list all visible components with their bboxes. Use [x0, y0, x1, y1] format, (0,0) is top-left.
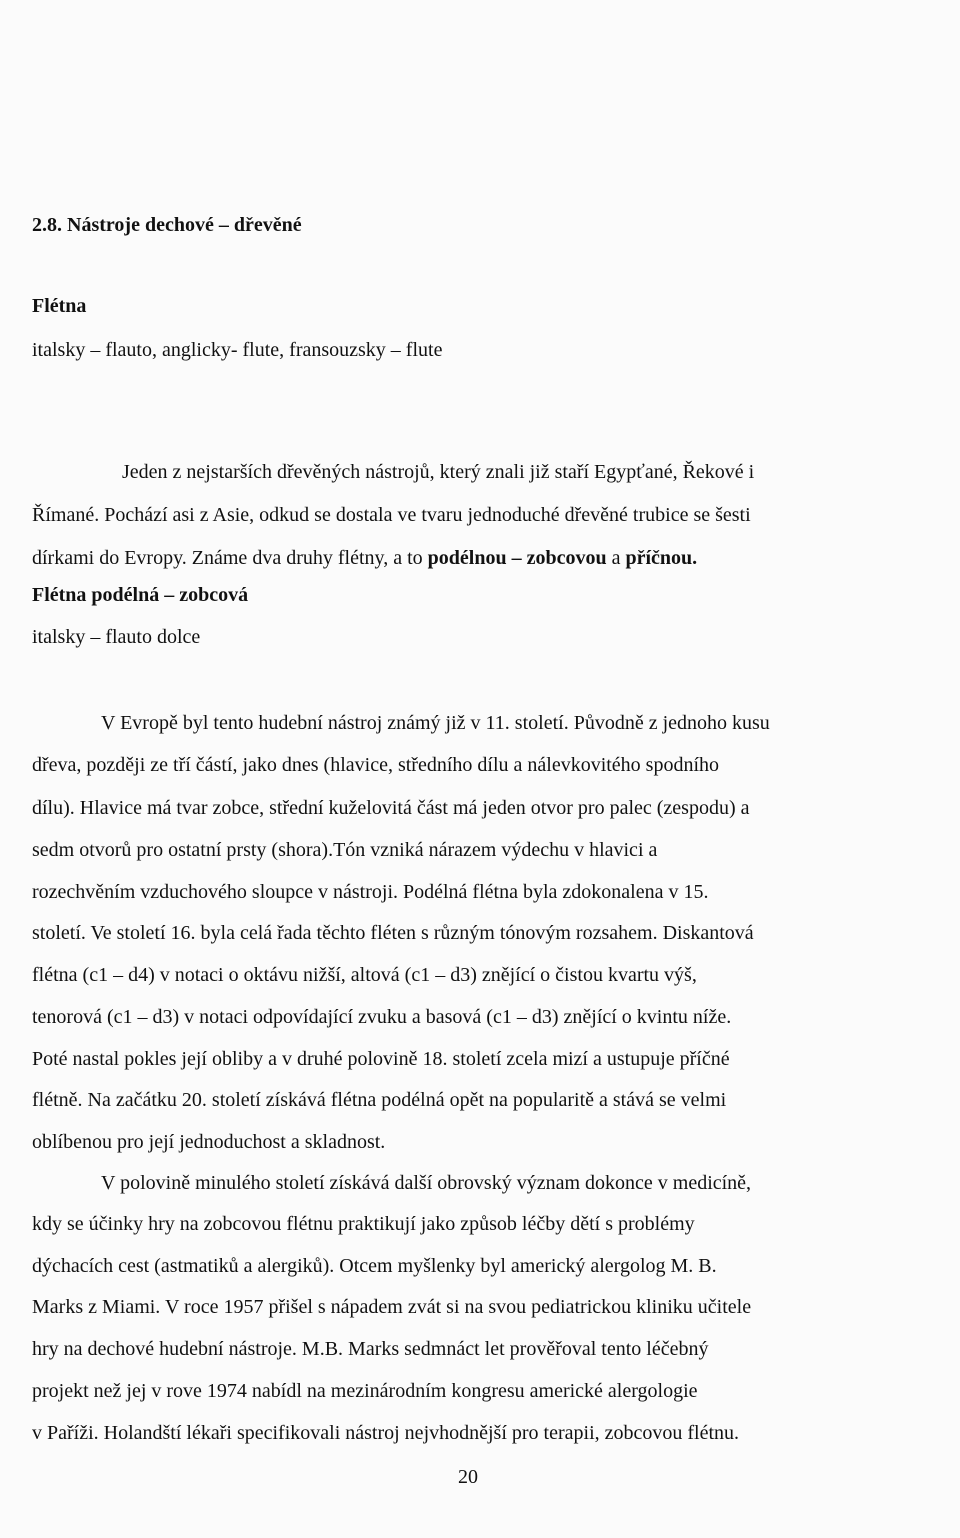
paragraph1-line: dílu). Hlavice má tvar zobce, střední kuželovitá část má jeden otvor pro palec (zespodu) a: [32, 797, 750, 819]
paragraph1-line: dřeva, později ze tří částí, jako dnes (hlavice, středního dílu a nálevkovitého spodního: [32, 754, 720, 776]
recorder-names-line: italsky – flauto dolce: [32, 626, 201, 648]
paragraph1-line: flétně. Na začátku 20. století získává flétna podélná opět na popularitě a stává se velmi: [32, 1089, 727, 1111]
paragraph1-line: flétna (c1 – d4) v notaci o oktávu nižší, altová (c1 – d3) znějící o čistou kvartu výš,: [32, 964, 697, 986]
paragraph2-line: dýchacích cest (astmatiků a alergiků). Otcem myšlenky byl americký alergolog M. B.: [32, 1255, 717, 1277]
section-heading: [32, 212, 302, 238]
paragraph2-line: hry na dechové hudební nástroje. M.B. Marks sedmnáct let prověřoval tento léčebný: [32, 1338, 709, 1360]
paragraph2-line: v Paříži. Holandští lékaři specifikovali nástroj nejvhodnější pro terapii, zobcovou flétnu.: [32, 1422, 740, 1444]
paragraph1-line: století. Ve století 16. byla celá řada těchto fléten s různým tónovým rozsahem. Diskantová: [32, 922, 754, 944]
paragraph2-line: V polovině minulého století získává další obrovský význam dokonce v medicíně,: [101, 1172, 752, 1194]
intro-line-2: Římané. Pochází asi z Asie, odkud se dostala ve tvaru jednoduché dřevěné trubice se šesti: [32, 504, 751, 526]
intro-term-podelna: podélnou – zobcovou: [427, 547, 607, 569]
intro-term-pricna: příčnou.: [625, 547, 698, 569]
flute-names-line: italsky – flauto, anglicky- flute, fransouzsky – flute: [32, 339, 443, 361]
paragraph1-line: sedm otvorů pro ostatní prsty (shora).Tón vzniká nárazem výdechu v hlavici a: [32, 839, 658, 861]
paragraph1-line: Poté nastal pokles její obliby a v druhé polovině 18. století zcela mizí a ustupuje příčné: [32, 1048, 730, 1070]
paragraph2-line: kdy se účinky hry na zobcovou flétnu praktikují jako způsob léčby dětí s problémy: [32, 1213, 695, 1235]
intro-line-1: Jeden z nejstarších dřevěných nástrojů, který znali již staří Egypťané, Řekové i: [122, 461, 755, 483]
page-number: 20: [458, 1466, 478, 1488]
paragraph2-line: projekt než jej v rove 1974 nabídl na mezinárodním kongresu americké alergologie: [32, 1380, 698, 1402]
paragraph1-line: oblíbenou pro její jednoduchost a skladnost.: [32, 1131, 386, 1153]
section-title-dash: –: [218, 214, 229, 236]
paragraph1-line: tenorová (c1 – d3) v notaci odpovídající zvuku a basová (c1 – d3) znějící o kvintu níže.: [32, 1006, 732, 1028]
paragraph1-line: V Evropě byl tento hudební nástroj známý již v 11. století. Původně z jednoho kusu: [101, 712, 770, 734]
flute-heading: Flétna: [32, 295, 87, 317]
intro-line-3: [32, 545, 697, 571]
paragraph2-line: Marks z Miami. V roce 1957 přišel s nápadem zvát si na svou pediatrickou kliniku učitele: [32, 1296, 752, 1318]
recorder-heading: Flétna podélná – zobcová: [32, 584, 249, 606]
section-title-part1: Nástroje dechové: [67, 214, 214, 236]
paragraph1-line: rozechvěním vzduchového sloupce v nástroji. Podélná flétna byla zdokonalena v 15.: [32, 881, 709, 903]
intro-line-3-mid: a: [606, 547, 626, 569]
section-title-part2: dřevěné: [233, 214, 302, 236]
section-number: 2.8.: [32, 214, 62, 236]
intro-line-3-start: dírkami do Evropy. Známe dva druhy flétny, a to: [32, 547, 428, 569]
